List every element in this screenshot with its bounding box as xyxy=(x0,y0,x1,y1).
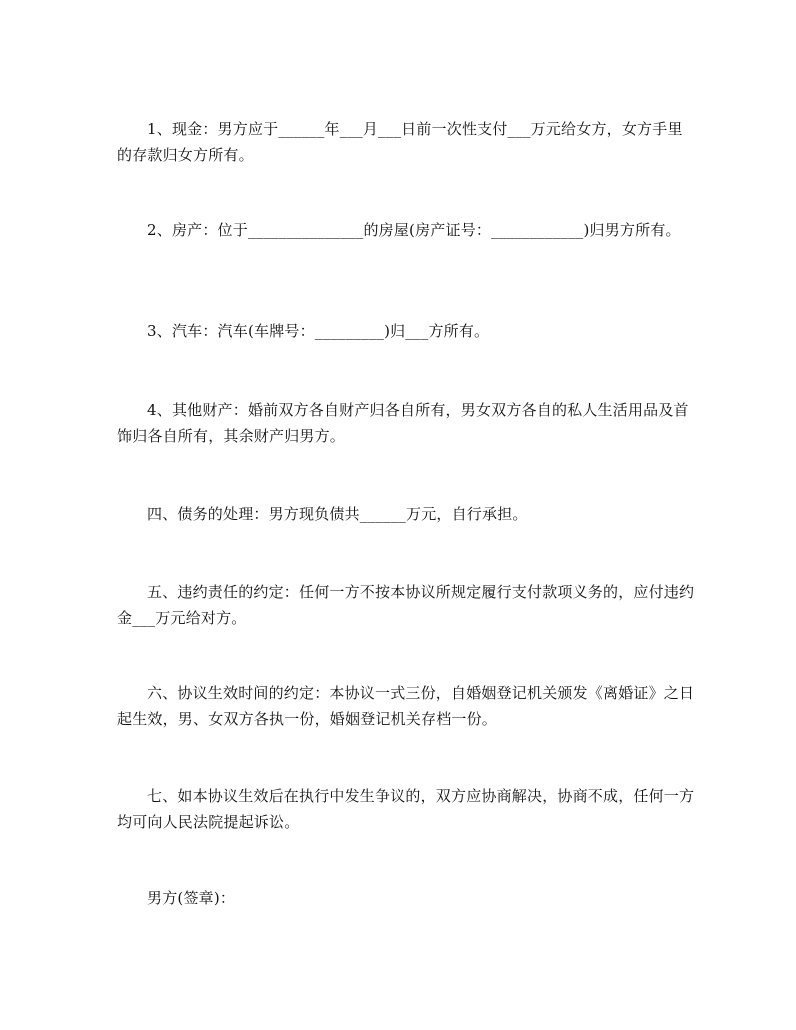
clause-debt: 四、债务的处理：男方现负债共______万元，自行承担。 xyxy=(147,505,528,523)
clause-cash: 1、现金：男方应于______年___月___日前一次性支付___万元给女方，女方手里的存款归女方所有。 xyxy=(117,120,683,164)
clause-car: 3、汽车：汽车(车牌号：_________)归___方所有。 xyxy=(147,322,490,340)
clause-effective-date: 六、协议生效时间的约定：本协议一式三份，自婚姻登记机关颁发《离婚证》之日起生效，男、女双方各执一份，婚姻登记机关存档一份。 xyxy=(117,684,695,728)
clause-breach: 五、违约责任的约定：任何一方不按本协议所规定履行支付款项义务的，应付违约金___万元给对方。 xyxy=(117,583,695,627)
clause-dispute: 七、如本协议生效后在执行中发生争议的，双方应协商解决，协商不成，任何一方均可向人民法院提起诉讼。 xyxy=(117,787,695,831)
signature-line-male: 男方(签章)： xyxy=(147,889,236,907)
clause-other-assets: 4、其他财产：婚前双方各自财产归各自所有，男女双方各自的私人生活用品及首饰归各自所有，其余财产归男方。 xyxy=(117,401,689,445)
clause-property: 2、房产：位于_______________的房屋(房产证号：____________)归男方所有。 xyxy=(147,221,681,239)
